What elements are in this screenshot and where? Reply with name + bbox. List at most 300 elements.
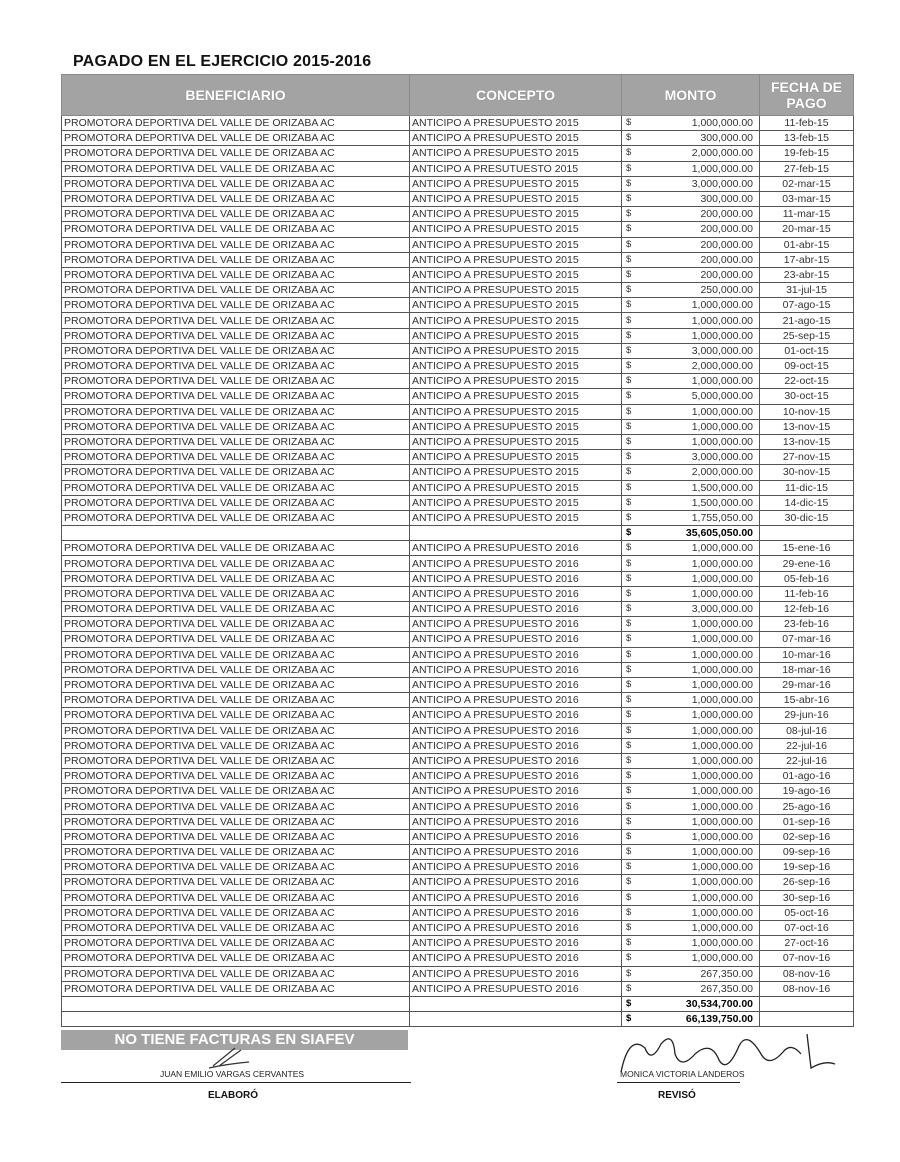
cell-concepto: ANTICIPO A PRESUPUESTO 2015 <box>410 450 622 465</box>
table-row <box>62 602 854 617</box>
table-row <box>62 905 854 920</box>
cell-fecha: 08-nov-16 <box>760 966 854 981</box>
header-concepto: CONCEPTO <box>410 75 622 116</box>
cell-beneficiario: PROMOTORA DEPORTIVA DEL VALLE DE ORIZABA AC <box>62 541 410 556</box>
cell-monto: 1,000,000.00 <box>638 419 760 434</box>
cell-monto: 1,000,000.00 <box>638 814 760 829</box>
currency-symbol: $ <box>622 526 638 541</box>
header-fecha-de-pago <box>760 75 854 116</box>
currency-symbol: $ <box>622 374 638 389</box>
cell-concepto: ANTICIPO A PRESUPUESTO 2015 <box>410 389 622 404</box>
cell-fecha: 30-nov-15 <box>760 465 854 480</box>
cell-beneficiario: PROMOTORA DEPORTIVA DEL VALLE DE ORIZABA AC <box>62 465 410 480</box>
cell-fecha: 29-mar-16 <box>760 677 854 692</box>
table-row <box>62 632 854 647</box>
cell-monto: 3,000,000.00 <box>638 176 760 191</box>
cell-monto: 3,000,000.00 <box>638 450 760 465</box>
cell-beneficiario: PROMOTORA DEPORTIVA DEL VALLE DE ORIZABA AC <box>62 343 410 358</box>
currency-symbol: $ <box>622 191 638 206</box>
cell-monto: 1,000,000.00 <box>638 708 760 723</box>
cell-fecha: 23-feb-16 <box>760 617 854 632</box>
currency-symbol: $ <box>622 480 638 495</box>
table-row <box>62 404 854 419</box>
cell-fecha: 27-feb-15 <box>760 161 854 176</box>
table-row <box>62 693 854 708</box>
cell-monto: 1,755,050.00 <box>638 510 760 525</box>
cell-beneficiario: PROMOTORA DEPORTIVA DEL VALLE DE ORIZABA AC <box>62 419 410 434</box>
currency-symbol: $ <box>622 905 638 920</box>
cell-fecha: 09-oct-15 <box>760 359 854 374</box>
cell-beneficiario: PROMOTORA DEPORTIVA DEL VALLE DE ORIZABA AC <box>62 450 410 465</box>
currency-symbol: $ <box>622 571 638 586</box>
cell-beneficiario: PROMOTORA DEPORTIVA DEL VALLE DE ORIZABA AC <box>62 252 410 267</box>
cell-fecha: 05-oct-16 <box>760 905 854 920</box>
table-row <box>62 328 854 343</box>
currency-symbol: $ <box>622 495 638 510</box>
cell-fecha: 14-dic-15 <box>760 495 854 510</box>
currency-symbol: $ <box>622 890 638 905</box>
cell-concepto: ANTICIPO A PRESUPUESTO 2015 <box>410 465 622 480</box>
currency-symbol: $ <box>622 708 638 723</box>
signature-scribble-left <box>205 1044 255 1072</box>
cell-beneficiario: PROMOTORA DEPORTIVA DEL VALLE DE ORIZABA AC <box>62 586 410 601</box>
totals-section <box>62 996 854 1026</box>
table-row <box>62 419 854 434</box>
currency-symbol: $ <box>622 146 638 161</box>
cell-monto: 1,000,000.00 <box>638 723 760 738</box>
cell-beneficiario: PROMOTORA DEPORTIVA DEL VALLE DE ORIZABA AC <box>62 951 410 966</box>
cell-monto: 1,000,000.00 <box>638 905 760 920</box>
currency-symbol: $ <box>622 693 638 708</box>
cell-fecha: 30-oct-15 <box>760 389 854 404</box>
cell-monto: 1,000,000.00 <box>638 571 760 586</box>
cell-concepto: ANTICIPO A PRESUPUESTO 2016 <box>410 571 622 586</box>
cell-beneficiario: PROMOTORA DEPORTIVA DEL VALLE DE ORIZABA AC <box>62 966 410 981</box>
rows-2015 <box>62 116 854 526</box>
cell-concepto: ANTICIPO A PRESUPUESTO 2015 <box>410 359 622 374</box>
cell-beneficiario: PROMOTORA DEPORTIVA DEL VALLE DE ORIZABA AC <box>62 875 410 890</box>
payments-table <box>61 74 854 1027</box>
table-row <box>62 708 854 723</box>
cell-monto: 200,000.00 <box>638 207 760 222</box>
rows-2016 <box>62 541 854 997</box>
currency-symbol: $ <box>622 541 638 556</box>
cell-beneficiario: PROMOTORA DEPORTIVA DEL VALLE DE ORIZABA AC <box>62 571 410 586</box>
signature-left-name: JUAN EMILIO VARGAS CERVANTES <box>160 1069 305 1079</box>
cell-monto: 1,000,000.00 <box>638 116 760 131</box>
cell-beneficiario: PROMOTORA DEPORTIVA DEL VALLE DE ORIZABA AC <box>62 936 410 951</box>
table-row <box>62 465 854 480</box>
table-row <box>62 222 854 237</box>
currency-symbol: $ <box>622 450 638 465</box>
cell-fecha: 19-sep-16 <box>760 860 854 875</box>
cell-fecha: 20-mar-15 <box>760 222 854 237</box>
cell-monto: 1,500,000.00 <box>638 495 760 510</box>
cell-beneficiario: PROMOTORA DEPORTIVA DEL VALLE DE ORIZABA AC <box>62 267 410 282</box>
table-row <box>62 860 854 875</box>
currency-symbol: $ <box>622 116 638 131</box>
cell-concepto: ANTICIPO A PRESUPUESTO 2016 <box>410 799 622 814</box>
cell-concepto: ANTICIPO A PRESUPUESTO 2016 <box>410 632 622 647</box>
cell-beneficiario: PROMOTORA DEPORTIVA DEL VALLE DE ORIZABA AC <box>62 799 410 814</box>
cell-fecha: 07-oct-16 <box>760 920 854 935</box>
cell-concepto: ANTICIPO A PRESUPUESTO 2016 <box>410 936 622 951</box>
cell-concepto: ANTICIPO A PRESUPUESTO 2016 <box>410 966 622 981</box>
cell-monto: 1,500,000.00 <box>638 480 760 495</box>
cell-monto: 3,000,000.00 <box>638 343 760 358</box>
cell-fecha: 18-mar-16 <box>760 662 854 677</box>
currency-symbol: $ <box>622 951 638 966</box>
cell-beneficiario: PROMOTORA DEPORTIVA DEL VALLE DE ORIZABA AC <box>62 708 410 723</box>
currency-symbol: $ <box>622 632 638 647</box>
cell-beneficiario: PROMOTORA DEPORTIVA DEL VALLE DE ORIZABA AC <box>62 510 410 525</box>
cell-beneficiario: PROMOTORA DEPORTIVA DEL VALLE DE ORIZABA AC <box>62 207 410 222</box>
cell-monto: 1,000,000.00 <box>638 890 760 905</box>
currency-symbol: $ <box>622 784 638 799</box>
currency-symbol: $ <box>622 343 638 358</box>
cell-concepto: ANTICIPO A PRESUPUESTO 2015 <box>410 510 622 525</box>
table-row <box>62 677 854 692</box>
cell-monto: 1,000,000.00 <box>638 936 760 951</box>
table-row <box>62 541 854 556</box>
table-row <box>62 845 854 860</box>
table-row <box>62 753 854 768</box>
cell-monto: 1,000,000.00 <box>638 328 760 343</box>
cell-monto: 1,000,000.00 <box>638 632 760 647</box>
empty-cell <box>410 526 622 541</box>
header-beneficiario: BENEFICIARIO <box>62 75 410 116</box>
cell-beneficiario: PROMOTORA DEPORTIVA DEL VALLE DE ORIZABA AC <box>62 222 410 237</box>
table-row <box>62 738 854 753</box>
cell-beneficiario: PROMOTORA DEPORTIVA DEL VALLE DE ORIZABA AC <box>62 723 410 738</box>
cell-concepto: ANTICIPO A PRESUPUESTO 2015 <box>410 404 622 419</box>
cell-beneficiario: PROMOTORA DEPORTIVA DEL VALLE DE ORIZABA AC <box>62 860 410 875</box>
grand-total-amount: 66,139,750.00 <box>638 1012 760 1027</box>
currency-symbol: $ <box>622 586 638 601</box>
currency-symbol: $ <box>622 359 638 374</box>
cell-monto: 1,000,000.00 <box>638 738 760 753</box>
no-invoices-banner: NO TIENE FACTURAS EN SIAFEV <box>61 1030 408 1050</box>
cell-concepto: ANTICIPO A PRESUPUESTO 2016 <box>410 875 622 890</box>
cell-monto: 1,000,000.00 <box>638 753 760 768</box>
table-row <box>62 723 854 738</box>
empty-cell <box>62 526 410 541</box>
table-row <box>62 434 854 449</box>
table-row <box>62 252 854 267</box>
currency-symbol: $ <box>622 936 638 951</box>
cell-fecha: 11-mar-15 <box>760 207 854 222</box>
currency-symbol: $ <box>622 404 638 419</box>
cell-fecha: 01-abr-15 <box>760 237 854 252</box>
cell-beneficiario: PROMOTORA DEPORTIVA DEL VALLE DE ORIZABA AC <box>62 480 410 495</box>
table-row <box>62 191 854 206</box>
cell-monto: 1,000,000.00 <box>638 784 760 799</box>
cell-concepto: ANTICIPO A PRESUPUESTO 2015 <box>410 191 622 206</box>
cell-fecha: 21-ago-15 <box>760 313 854 328</box>
cell-fecha: 11-feb-16 <box>760 586 854 601</box>
cell-beneficiario: PROMOTORA DEPORTIVA DEL VALLE DE ORIZABA AC <box>62 981 410 996</box>
cell-monto: 1,000,000.00 <box>638 799 760 814</box>
cell-fecha: 07-nov-16 <box>760 951 854 966</box>
cell-beneficiario: PROMOTORA DEPORTIVA DEL VALLE DE ORIZABA AC <box>62 677 410 692</box>
cell-beneficiario: PROMOTORA DEPORTIVA DEL VALLE DE ORIZABA AC <box>62 283 410 298</box>
currency-symbol: $ <box>622 283 638 298</box>
cell-concepto: ANTICIPO A PRESUPUESTO 2016 <box>410 951 622 966</box>
currency-symbol: $ <box>622 237 638 252</box>
currency-symbol: $ <box>622 510 638 525</box>
currency-symbol: $ <box>622 769 638 784</box>
cell-concepto: ANTICIPO A PRESUPUESTO 2015 <box>410 328 622 343</box>
cell-monto: 200,000.00 <box>638 237 760 252</box>
cell-monto: 1,000,000.00 <box>638 161 760 176</box>
currency-symbol: $ <box>622 465 638 480</box>
cell-concepto: ANTICIPO A PRESUPUESTO 2015 <box>410 298 622 313</box>
cell-fecha: 31-jul-15 <box>760 283 854 298</box>
currency-symbol: $ <box>622 267 638 282</box>
cell-fecha: 07-ago-15 <box>760 298 854 313</box>
cell-fecha: 29-ene-16 <box>760 556 854 571</box>
cell-fecha: 10-mar-16 <box>760 647 854 662</box>
cell-beneficiario: PROMOTORA DEPORTIVA DEL VALLE DE ORIZABA AC <box>62 738 410 753</box>
cell-beneficiario: PROMOTORA DEPORTIVA DEL VALLE DE ORIZABA AC <box>62 161 410 176</box>
table-row <box>62 480 854 495</box>
table-row <box>62 450 854 465</box>
cell-beneficiario: PROMOTORA DEPORTIVA DEL VALLE DE ORIZABA AC <box>62 434 410 449</box>
currency-symbol: $ <box>622 647 638 662</box>
table-row <box>62 571 854 586</box>
currency-symbol: $ <box>622 677 638 692</box>
currency-symbol: $ <box>622 845 638 860</box>
cell-beneficiario: PROMOTORA DEPORTIVA DEL VALLE DE ORIZABA AC <box>62 359 410 374</box>
currency-symbol: $ <box>622 419 638 434</box>
cell-concepto: ANTICIPO A PRESUPUESTO 2016 <box>410 829 622 844</box>
cell-concepto: ANTICIPO A PRESUPUESTO 2016 <box>410 617 622 632</box>
cell-concepto: ANTICIPO A PRESUPUESTO 2015 <box>410 374 622 389</box>
cell-fecha: 22-jul-16 <box>760 738 854 753</box>
table-row <box>62 586 854 601</box>
currency-symbol: $ <box>622 814 638 829</box>
currency-symbol: $ <box>622 981 638 996</box>
currency-symbol: $ <box>622 131 638 146</box>
subtotal-2015-amount: 35,605,050.00 <box>638 526 760 541</box>
cell-beneficiario: PROMOTORA DEPORTIVA DEL VALLE DE ORIZABA AC <box>62 769 410 784</box>
cell-monto: 1,000,000.00 <box>638 298 760 313</box>
table-row <box>62 784 854 799</box>
cell-monto: 267,350.00 <box>638 981 760 996</box>
cell-fecha: 23-abr-15 <box>760 267 854 282</box>
table-row <box>62 936 854 951</box>
cell-concepto: ANTICIPO A PRESUPUESTO 2016 <box>410 981 622 996</box>
cell-fecha: 22-oct-15 <box>760 374 854 389</box>
cell-monto: 1,000,000.00 <box>638 556 760 571</box>
cell-concepto: ANTICIPO A PRESUPUESTO 2016 <box>410 738 622 753</box>
table-row <box>62 389 854 404</box>
header-fecha-line2: PAGO <box>786 95 827 111</box>
currency-symbol: $ <box>622 313 638 328</box>
cell-monto: 1,000,000.00 <box>638 845 760 860</box>
cell-concepto: ANTICIPO A PRESUPUESTO 2015 <box>410 252 622 267</box>
table-row <box>62 951 854 966</box>
currency-symbol: $ <box>622 799 638 814</box>
page-title: PAGADO EN EL EJERCICIO 2015-2016 <box>73 53 372 70</box>
subtotal-2015-row <box>62 526 854 541</box>
table-row <box>62 313 854 328</box>
cell-fecha: 22-jul-16 <box>760 753 854 768</box>
cell-monto: 3,000,000.00 <box>638 602 760 617</box>
cell-fecha: 11-feb-15 <box>760 116 854 131</box>
cell-monto: 1,000,000.00 <box>638 829 760 844</box>
cell-fecha: 29-jun-16 <box>760 708 854 723</box>
cell-monto: 1,000,000.00 <box>638 647 760 662</box>
cell-monto: 1,000,000.00 <box>638 617 760 632</box>
table-row <box>62 799 854 814</box>
table-row <box>62 647 854 662</box>
empty-cell <box>760 526 854 541</box>
cell-concepto: ANTICIPO A PRESUPUESTO 2016 <box>410 708 622 723</box>
cell-beneficiario: PROMOTORA DEPORTIVA DEL VALLE DE ORIZABA AC <box>62 298 410 313</box>
table-row <box>62 343 854 358</box>
signature-right-name: MONICA VICTORIA LANDEROS <box>620 1069 745 1079</box>
cell-beneficiario: PROMOTORA DEPORTIVA DEL VALLE DE ORIZABA AC <box>62 602 410 617</box>
cell-fecha: 27-oct-16 <box>760 936 854 951</box>
currency-symbol: $ <box>622 602 638 617</box>
cell-concepto: ANTICIPO A PRESUPUESTO 2015 <box>410 480 622 495</box>
currency-symbol: $ <box>622 207 638 222</box>
currency-symbol: $ <box>622 222 638 237</box>
cell-fecha: 01-sep-16 <box>760 814 854 829</box>
cell-monto: 1,000,000.00 <box>638 951 760 966</box>
cell-fecha: 25-sep-15 <box>760 328 854 343</box>
cell-beneficiario: PROMOTORA DEPORTIVA DEL VALLE DE ORIZABA AC <box>62 647 410 662</box>
cell-concepto: ANTICIPO A PRESUPUESTO 2015 <box>410 146 622 161</box>
cell-monto: 5,000,000.00 <box>638 389 760 404</box>
cell-beneficiario: PROMOTORA DEPORTIVA DEL VALLE DE ORIZABA AC <box>62 617 410 632</box>
cell-concepto: ANTICIPO A PRESUPUESTO 2015 <box>410 283 622 298</box>
cell-fecha: 30-sep-16 <box>760 890 854 905</box>
table-row <box>62 875 854 890</box>
cell-concepto: ANTICIPO A PRESUPUESTO 2016 <box>410 647 622 662</box>
cell-fecha: 02-mar-15 <box>760 176 854 191</box>
cell-concepto: ANTICIPO A PRESUPUESTO 2016 <box>410 541 622 556</box>
cell-fecha: 19-feb-15 <box>760 146 854 161</box>
cell-monto: 200,000.00 <box>638 267 760 282</box>
currency-symbol: $ <box>622 161 638 176</box>
header-fecha-line1: FECHA DE <box>770 79 843 95</box>
cell-fecha: 30-dic-15 <box>760 510 854 525</box>
table-row <box>62 161 854 176</box>
cell-fecha: 27-nov-15 <box>760 450 854 465</box>
cell-monto: 1,000,000.00 <box>638 586 760 601</box>
cell-fecha: 10-nov-15 <box>760 404 854 419</box>
cell-beneficiario: PROMOTORA DEPORTIVA DEL VALLE DE ORIZABA AC <box>62 131 410 146</box>
currency-symbol: $ <box>622 252 638 267</box>
currency-symbol: $ <box>622 389 638 404</box>
currency-symbol: $ <box>622 860 638 875</box>
cell-fecha: 11-dic-15 <box>760 480 854 495</box>
cell-fecha: 07-mar-16 <box>760 632 854 647</box>
signature-right-line <box>617 1082 740 1083</box>
cell-concepto: ANTICIPO A PRESUPUESTO 2016 <box>410 662 622 677</box>
cell-concepto: ANTICIPO A PRESUPUESTO 2016 <box>410 677 622 692</box>
cell-concepto: ANTICIPO A PRESUPUESTO 2016 <box>410 814 622 829</box>
cell-monto: 1,000,000.00 <box>638 313 760 328</box>
cell-concepto: ANTICIPO A PRESUPUESTO 2015 <box>410 131 622 146</box>
cell-monto: 2,000,000.00 <box>638 146 760 161</box>
cell-monto: 1,000,000.00 <box>638 920 760 935</box>
cell-concepto: ANTICIPO A PRESUPUESTO 2015 <box>410 343 622 358</box>
cell-monto: 1,000,000.00 <box>638 860 760 875</box>
cell-fecha: 15-abr-16 <box>760 693 854 708</box>
cell-beneficiario: PROMOTORA DEPORTIVA DEL VALLE DE ORIZABA AC <box>62 176 410 191</box>
cell-beneficiario: PROMOTORA DEPORTIVA DEL VALLE DE ORIZABA AC <box>62 632 410 647</box>
cell-beneficiario: PROMOTORA DEPORTIVA DEL VALLE DE ORIZABA AC <box>62 237 410 252</box>
cell-monto: 267,350.00 <box>638 966 760 981</box>
empty-cell <box>410 996 622 1011</box>
currency-symbol: $ <box>622 328 638 343</box>
cell-beneficiario: PROMOTORA DEPORTIVA DEL VALLE DE ORIZABA AC <box>62 753 410 768</box>
table-row <box>62 207 854 222</box>
cell-concepto: ANTICIPO A PRESUPUESTO 2016 <box>410 845 622 860</box>
currency-symbol: $ <box>622 176 638 191</box>
cell-monto: 200,000.00 <box>638 222 760 237</box>
currency-symbol: $ <box>622 738 638 753</box>
cell-beneficiario: PROMOTORA DEPORTIVA DEL VALLE DE ORIZABA AC <box>62 389 410 404</box>
cell-fecha: 01-oct-15 <box>760 343 854 358</box>
cell-fecha: 05-feb-16 <box>760 571 854 586</box>
cell-concepto: ANTICIPO A PRESUPUESTO 2015 <box>410 313 622 328</box>
currency-symbol: $ <box>622 556 638 571</box>
cell-monto: 1,000,000.00 <box>638 693 760 708</box>
cell-concepto: ANTICIPO A PRESUPUESTO 2016 <box>410 723 622 738</box>
empty-cell <box>410 1012 622 1027</box>
currency-symbol: $ <box>622 996 638 1011</box>
currency-symbol: $ <box>622 829 638 844</box>
currency-symbol: $ <box>622 966 638 981</box>
cell-beneficiario: PROMOTORA DEPORTIVA DEL VALLE DE ORIZABA AC <box>62 845 410 860</box>
cell-beneficiario: PROMOTORA DEPORTIVA DEL VALLE DE ORIZABA AC <box>62 556 410 571</box>
cell-fecha: 25-ago-16 <box>760 799 854 814</box>
cell-concepto: ANTICIPO A PRESUPUESTO 2015 <box>410 267 622 282</box>
cell-monto: 1,000,000.00 <box>638 677 760 692</box>
table-row <box>62 966 854 981</box>
cell-monto: 300,000.00 <box>638 131 760 146</box>
table-row <box>62 920 854 935</box>
currency-symbol: $ <box>622 875 638 890</box>
table-row <box>62 359 854 374</box>
currency-symbol: $ <box>622 298 638 313</box>
empty-cell <box>760 996 854 1011</box>
signature-right-role: REVISÓ <box>658 1090 696 1101</box>
empty-cell <box>62 996 410 1011</box>
cell-beneficiario: PROMOTORA DEPORTIVA DEL VALLE DE ORIZABA AC <box>62 890 410 905</box>
cell-concepto: ANTICIPO A PRESUPUESTO 2015 <box>410 434 622 449</box>
cell-beneficiario: PROMOTORA DEPORTIVA DEL VALLE DE ORIZABA AC <box>62 905 410 920</box>
cell-fecha: 19-ago-16 <box>760 784 854 799</box>
cell-concepto: ANTICIPO A PRESUPUESTO 2015 <box>410 419 622 434</box>
cell-concepto: ANTICIPO A PRESUPUESTO 2016 <box>410 860 622 875</box>
cell-concepto: ANTICIPO A PRESUPUESTO 2016 <box>410 753 622 768</box>
cell-beneficiario: PROMOTORA DEPORTIVA DEL VALLE DE ORIZABA AC <box>62 116 410 131</box>
cell-concepto: ANTICIPO A PRESUPUESTO 2015 <box>410 116 622 131</box>
cell-fecha: 26-sep-16 <box>760 875 854 890</box>
cell-concepto: ANTICIPO A PRESUPUESTO 2016 <box>410 556 622 571</box>
table-row <box>62 116 854 131</box>
table-row <box>62 495 854 510</box>
currency-symbol: $ <box>622 753 638 768</box>
cell-beneficiario: PROMOTORA DEPORTIVA DEL VALLE DE ORIZABA AC <box>62 495 410 510</box>
table-row <box>62 131 854 146</box>
cell-beneficiario: PROMOTORA DEPORTIVA DEL VALLE DE ORIZABA AC <box>62 829 410 844</box>
